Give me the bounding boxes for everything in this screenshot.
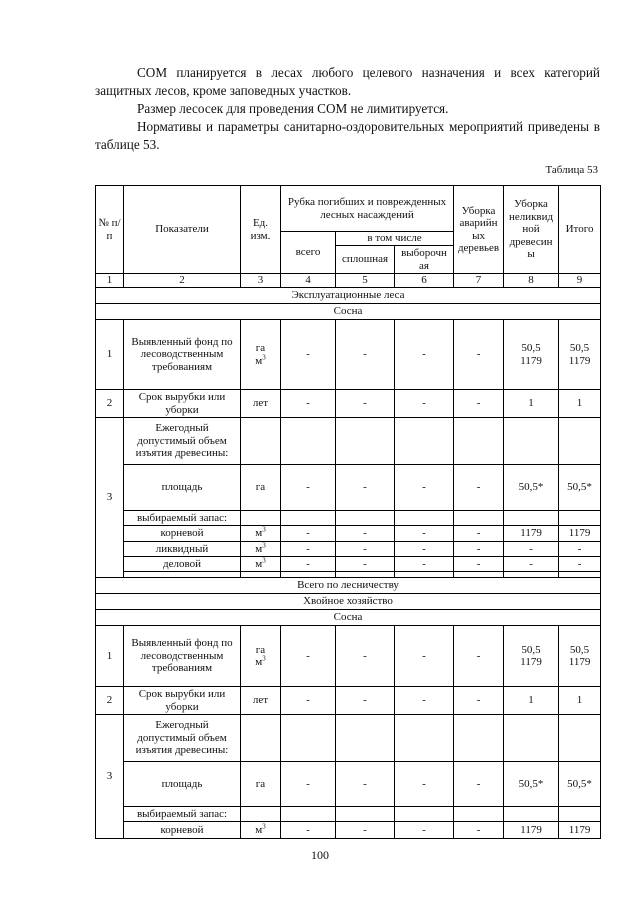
value-cell: - (395, 542, 454, 557)
col-number: 3 (241, 274, 281, 288)
unit-cell: лет (241, 390, 281, 418)
indicator-label: выбираемый запас: (124, 511, 241, 526)
header-col-including: в том числе (336, 232, 454, 246)
header-row-top (96, 186, 601, 232)
value-cell: 1 (559, 390, 601, 418)
unit-cell: га $м^3$ (241, 626, 281, 687)
table-row (96, 465, 601, 511)
value-cell: - (454, 687, 504, 715)
value-cell: 50,5* (559, 762, 601, 807)
indicator-label: Срок вырубки или уборки (124, 687, 241, 715)
value-cell: - (395, 687, 454, 715)
value-cell: - (281, 390, 336, 418)
value-cell: - (395, 320, 454, 390)
value-cell: - (454, 526, 504, 542)
paragraph-som-planning: СОМ планируется в лесах любого целевого назначения и всех категорий защитных лесов, кроме заповедных участков. (95, 65, 600, 98)
paragraph-cut-size: Размер лесосек для проведения СОМ не лимитируется. (137, 101, 449, 116)
indicator-label: выбираемый запас: (124, 807, 241, 822)
value-cell: - (395, 390, 454, 418)
value-cell: - (281, 762, 336, 807)
value-cell: - (336, 626, 395, 687)
table-row (96, 822, 601, 839)
value-cell: - (281, 542, 336, 557)
value-cell: 50,5 1179 (504, 626, 559, 687)
value-cell: - (281, 320, 336, 390)
value-cell: 1179 (559, 822, 601, 839)
unit-cell: га (241, 762, 281, 807)
value-cell: 50,5* (504, 762, 559, 807)
value-cell: 50,5* (559, 465, 601, 511)
value-cell: - (454, 542, 504, 557)
value-cell: 1179 (559, 526, 601, 542)
value-cell: - (281, 557, 336, 572)
intro-text (95, 64, 600, 154)
value-cell: - (281, 822, 336, 839)
value-cell: - (336, 542, 395, 557)
value-cell: - (395, 526, 454, 542)
table-row (96, 526, 601, 542)
value-cell: - (395, 626, 454, 687)
value-cell: 1 (559, 687, 601, 715)
unit-cell: $м^3$ (241, 822, 281, 839)
section-title-row (96, 288, 601, 304)
table-row (96, 390, 601, 418)
value-cell: 50,5 1179 (559, 626, 601, 687)
table-row (96, 762, 601, 807)
table-row (96, 557, 601, 572)
indicator-label: Срок вырубки или уборки (124, 390, 241, 418)
value-cell: - (395, 557, 454, 572)
paragraph-norms: Нормативы и параметры санитарно-оздоровительных мероприятий приведены в таблице 53. (95, 119, 600, 152)
unit-cell: га (241, 465, 281, 511)
species-row (96, 304, 601, 320)
indicator-label: Ежегодный допустимый объем изъятия древесины: (124, 418, 241, 465)
value-cell: - (336, 687, 395, 715)
header-col-nonliquid: Уборка неликвид ной древесин ы (504, 186, 559, 274)
header-col-emergency: Уборка аварийн ых деревьев (454, 186, 504, 274)
value-cell: - (281, 626, 336, 687)
indicator-label: площадь (124, 762, 241, 807)
indicator-label: Выявленный фонд по лесоводственным требованиям (124, 626, 241, 687)
header-col-clear: сплошная (336, 246, 395, 274)
table-caption: Таблица 53 (545, 164, 598, 176)
value-cell: - (454, 822, 504, 839)
col-number: 9 (559, 274, 601, 288)
indicator-label: Выявленный фонд по лесоводственным требованиям (124, 320, 241, 390)
value-cell: 50,5* (504, 465, 559, 511)
row-number: 1 (96, 320, 124, 390)
total-forestry-label: Всего по лесничеству (96, 578, 601, 594)
value-cell: 1179 (504, 526, 559, 542)
value-cell: - (454, 390, 504, 418)
value-cell: - (336, 557, 395, 572)
header-col-cutting: Рубка погибших и поврежденных лесных насаждений (281, 186, 454, 232)
value-cell: - (454, 320, 504, 390)
col-number: 1 (96, 274, 124, 288)
value-cell: - (281, 465, 336, 511)
indicator-label: ликвидный (124, 542, 241, 557)
row-number: 2 (96, 687, 124, 715)
value-cell: - (281, 526, 336, 542)
unit-cell: $м^3$ (241, 557, 281, 572)
header-col-unit: Ед. изм. (241, 186, 281, 274)
col-number: 4 (281, 274, 336, 288)
column-numbers-row (96, 274, 601, 288)
value-cell: - (454, 762, 504, 807)
indicator-label: корневой (124, 822, 241, 839)
indicator-label: корневой (124, 526, 241, 542)
table-row (96, 511, 601, 526)
col-number: 2 (124, 274, 241, 288)
header-col-selective: выборочн ая (395, 246, 454, 274)
value-cell: - (336, 320, 395, 390)
table-row (96, 715, 601, 762)
header-col-total-cut: всего (281, 232, 336, 274)
value-cell: 1 (504, 687, 559, 715)
col-number: 7 (454, 274, 504, 288)
table-row (96, 807, 601, 822)
species-label: Сосна (96, 304, 601, 320)
value-cell: - (504, 557, 559, 572)
table-row (96, 418, 601, 465)
value-cell: 50,5 1179 (504, 320, 559, 390)
row-number: 2 (96, 390, 124, 418)
total-row (96, 578, 601, 594)
table-row (96, 320, 601, 390)
section-title: Эксплуатационные леса (96, 288, 601, 304)
unit-cell: га $м^3$ (241, 320, 281, 390)
indicator-label: площадь (124, 465, 241, 511)
value-cell: - (336, 762, 395, 807)
page-number: 100 (311, 848, 329, 862)
section-title-row (96, 594, 601, 610)
unit-cell: лет (241, 687, 281, 715)
col-number: 5 (336, 274, 395, 288)
row-number: 3 (96, 418, 124, 578)
value-cell: - (454, 626, 504, 687)
value-cell: - (559, 542, 601, 557)
value-cell: 1179 (504, 822, 559, 839)
col-number: 8 (504, 274, 559, 288)
value-cell: - (395, 762, 454, 807)
value-cell: - (504, 542, 559, 557)
col-number: 6 (395, 274, 454, 288)
header-col-indicator: Показатели (124, 186, 241, 274)
species-row (96, 610, 601, 626)
header-col-no: № п/п (96, 186, 124, 274)
table-row (96, 626, 601, 687)
value-cell: - (454, 465, 504, 511)
indicator-label: Ежегодный допустимый объем изъятия древесины: (124, 715, 241, 762)
value-cell: - (559, 557, 601, 572)
species-label: Сосна (96, 610, 601, 626)
value-cell: - (336, 526, 395, 542)
section-title: Хвойное хозяйство (96, 594, 601, 610)
indicator-label: деловой (124, 557, 241, 572)
value-cell: - (336, 390, 395, 418)
row-number: 3 (96, 715, 124, 839)
header-col-total: Итого (559, 186, 601, 274)
table-row (96, 542, 601, 557)
value-cell: 1 (504, 390, 559, 418)
sanitary-measures-table (95, 185, 601, 839)
value-cell: 50,5 1179 (559, 320, 601, 390)
value-cell: - (395, 465, 454, 511)
value-cell: - (454, 557, 504, 572)
table-row (96, 687, 601, 715)
row-number: 1 (96, 626, 124, 687)
unit-cell: $м^3$ (241, 542, 281, 557)
value-cell: - (281, 687, 336, 715)
value-cell: - (336, 822, 395, 839)
unit-cell: $м^3$ (241, 526, 281, 542)
value-cell: - (336, 465, 395, 511)
value-cell: - (395, 822, 454, 839)
